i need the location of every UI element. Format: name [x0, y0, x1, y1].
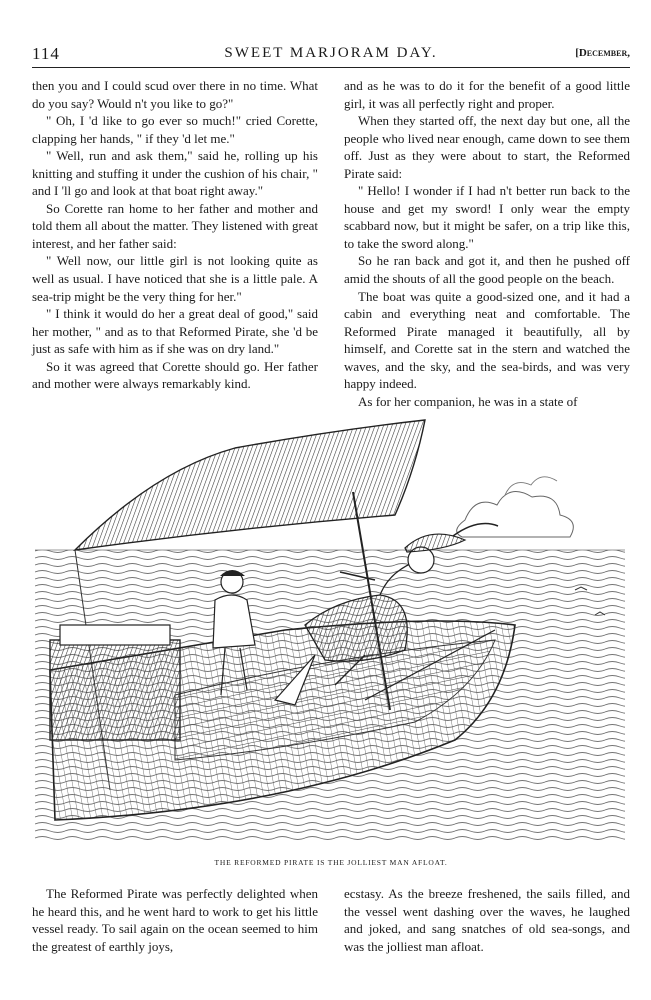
column-top-left — [32, 77, 318, 393]
running-title: SWEET MARJORAM DAY. — [224, 45, 438, 61]
illustration — [35, 400, 625, 848]
header-rule — [32, 67, 630, 68]
running-month: [December, — [575, 47, 630, 59]
paragraph: " I think it would do her a great deal of good," said her mother, " and as to that Reformed Pirate, she 'd be just as safe with him as if she was on dry land." — [32, 306, 318, 357]
paragraph: So he ran back and got it, and then he pushed off amid the shouts of all the good people on the beach. — [344, 253, 630, 287]
column-top-right — [344, 77, 630, 410]
paragraph: " Well, run and ask them," said he, rolling up his knitting and stuffing it under the cushion of his chair, " and I 'll go and look at that boat right away." — [32, 148, 318, 199]
paragraph: " Oh, I 'd like to go ever so much!" cried Corette, clapping her hands, " if they 'd let me." — [32, 113, 318, 146]
page-number: 114 — [32, 44, 60, 63]
paragraph: " Hello! I wonder if I had n't better run back to the house and get my sword! I only wear the empty scabbard now, but it might be safer, on a trip like this, to take the sword along." — [344, 183, 630, 251]
column-bottom-right — [344, 885, 630, 955]
paragraph: When they started off, the next day but one, all the people who lived near enough, came down to see them off. Just as they were about to start, the Reformed Pirate said: — [344, 113, 630, 181]
running-header — [32, 44, 630, 68]
paragraph: As for her companion, he was in a state of — [358, 393, 578, 409]
illustration-boat-scene — [35, 400, 625, 848]
column-bottom-left — [32, 885, 318, 955]
paragraph: and as he was to do it for the benefit of a good little girl, it was all perfectly right and proper. — [344, 78, 630, 111]
paragraph: ecstasy. As the breeze freshened, the sails filled, and the vessel went dashing over the waves, he laughed and joked, and sang snatches of old sea-songs, and was the jolliest man afloat. — [344, 886, 630, 954]
paragraph: then you and I could scud over there in no time. What do you say? Would n't you like to go?" — [32, 78, 318, 111]
paragraph: The Reformed Pirate was perfectly delighted when he heard this, and he went hard to work to get his little vessel ready. To sail again on the ocean seemed to him the greatest of earthly joys, — [32, 886, 318, 954]
paragraph: So it was agreed that Corette should go. Her father and mother were always remarkably kind. — [32, 358, 318, 392]
figure-caption: THE REFORMED PIRATE IS THE JOLLIEST MAN AFLOAT. — [214, 858, 448, 867]
paragraph: So Corette ran home to her father and mother and told them all about the matter. They listened with great interest, and her father said: — [32, 200, 318, 251]
paragraph: " Well now, our little girl is not looking quite as well as usual. I have noticed that she is a little pale. A sea-trip might be the very thing for her." — [32, 253, 318, 304]
paragraph: The boat was quite a good-sized one, and it had a cabin and everything neat and comfortable. The Reformed Pirate managed it beautifully, all by himself, and Corette sat in the stern and watched the waves, and the sky, and the sea-birds, and was very happy indeed. — [344, 288, 630, 392]
